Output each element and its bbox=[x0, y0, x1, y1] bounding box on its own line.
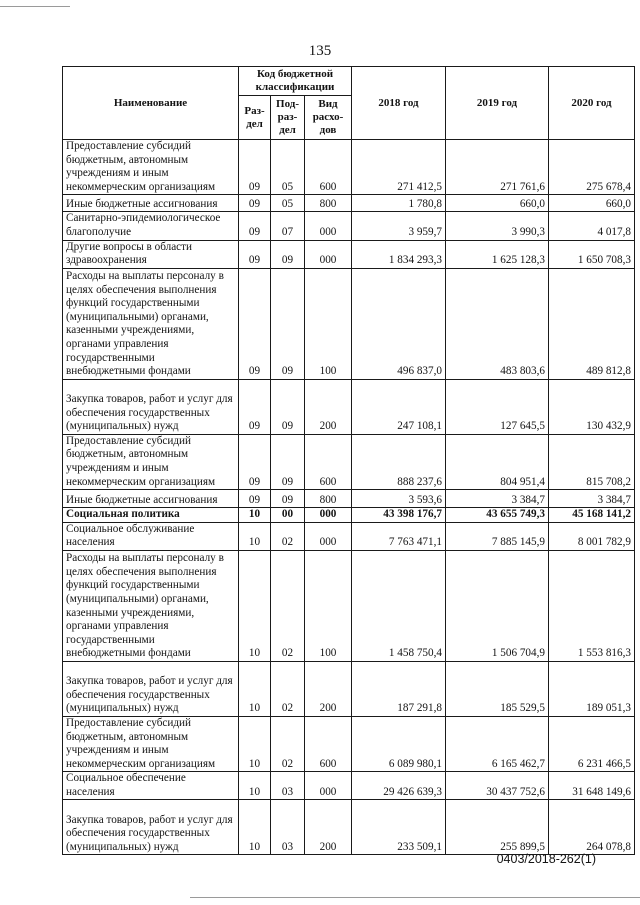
row-value-2019: 1 506 704,9 bbox=[446, 550, 549, 661]
row-name: Социальное обслуживание населения bbox=[63, 522, 239, 550]
row-subsection: 02 bbox=[271, 716, 305, 771]
row-expense-type: 000 bbox=[305, 508, 352, 523]
row-name: Санитарно-эпидемиологическое благополучие bbox=[63, 212, 239, 240]
table-row bbox=[63, 379, 635, 434]
row-section: 09 bbox=[239, 268, 271, 379]
row-subsection: 03 bbox=[271, 800, 305, 855]
row-expense-type: 000 bbox=[305, 240, 352, 268]
row-value-2018: 3 593,6 bbox=[352, 490, 446, 508]
row-subsection: 09 bbox=[271, 240, 305, 268]
header-2018: 2018 год bbox=[352, 67, 446, 140]
row-name: Расходы на выплаты персоналу в целях обеспечения выполнения функций государственными (муниципальными) органами, казенными учреждениями, органами управления государственными внебюджетными фондами bbox=[63, 268, 239, 379]
row-section: 09 bbox=[239, 212, 271, 240]
document-code: 0403/2018-262(1) bbox=[496, 852, 596, 866]
table-row bbox=[63, 800, 635, 855]
row-name: Социальное обеспечение населения bbox=[63, 772, 239, 800]
row-value-2019: 3 990,3 bbox=[446, 212, 549, 240]
row-value-2018: 1 780,8 bbox=[352, 195, 446, 212]
row-subsection: 09 bbox=[271, 268, 305, 379]
row-value-2019: 43 655 749,3 bbox=[446, 508, 549, 523]
table-row bbox=[63, 195, 635, 212]
table-row bbox=[63, 212, 635, 240]
row-subsection: 02 bbox=[271, 522, 305, 550]
row-section: 10 bbox=[239, 772, 271, 800]
header-expense-type: Вид расхо-дов bbox=[305, 96, 352, 140]
row-value-2018: 3 959,7 bbox=[352, 212, 446, 240]
row-expense-type: 600 bbox=[305, 140, 352, 195]
row-expense-type: 600 bbox=[305, 716, 352, 771]
row-section: 09 bbox=[239, 240, 271, 268]
row-value-2019: 660,0 bbox=[446, 195, 549, 212]
header-code-group: Код бюджетной классификации bbox=[239, 67, 352, 96]
row-value-2020: 4 017,8 bbox=[549, 212, 635, 240]
row-value-2018: 233 509,1 bbox=[352, 800, 446, 855]
row-name: Предоставление субсидий бюджетным, автономным учреждениям и иным некоммерческим организациям bbox=[63, 716, 239, 771]
row-value-2018: 1 458 750,4 bbox=[352, 550, 446, 661]
row-section: 10 bbox=[239, 508, 271, 523]
row-value-2020: 6 231 466,5 bbox=[549, 716, 635, 771]
row-value-2020: 31 648 149,6 bbox=[549, 772, 635, 800]
page-number: 135 bbox=[308, 43, 332, 59]
table-row bbox=[63, 522, 635, 550]
row-value-2019: 3 384,7 bbox=[446, 490, 549, 508]
header-section: Раз-дел bbox=[239, 96, 271, 140]
row-value-2019: 483 803,6 bbox=[446, 268, 549, 379]
row-value-2020: 815 708,2 bbox=[549, 434, 635, 489]
row-name: Закупка товаров, работ и услуг для обеспечения государственных (муниципальных) нужд bbox=[63, 800, 239, 855]
row-subsection: 05 bbox=[271, 195, 305, 212]
row-value-2020: 45 168 141,2 bbox=[549, 508, 635, 523]
header-subsection: Под-раз-дел bbox=[271, 96, 305, 140]
row-expense-type: 800 bbox=[305, 490, 352, 508]
row-value-2020: 660,0 bbox=[549, 195, 635, 212]
row-value-2018: 1 834 293,3 bbox=[352, 240, 446, 268]
row-value-2018: 888 237,6 bbox=[352, 434, 446, 489]
row-value-2020: 489 812,8 bbox=[549, 268, 635, 379]
row-subsection: 03 bbox=[271, 772, 305, 800]
row-subsection: 09 bbox=[271, 379, 305, 434]
row-name: Другие вопросы в области здравоохранения bbox=[63, 240, 239, 268]
row-value-2019: 271 761,6 bbox=[446, 140, 549, 195]
header-name: Наименование bbox=[63, 67, 239, 140]
row-value-2018: 7 763 471,1 bbox=[352, 522, 446, 550]
table-row bbox=[63, 490, 635, 508]
row-section: 10 bbox=[239, 800, 271, 855]
row-value-2018: 247 108,1 bbox=[352, 379, 446, 434]
row-section: 10 bbox=[239, 522, 271, 550]
row-name: Иные бюджетные ассигнования bbox=[63, 490, 239, 508]
table-row bbox=[63, 661, 635, 716]
table-row bbox=[63, 772, 635, 800]
row-section: 09 bbox=[239, 490, 271, 508]
table-row bbox=[63, 716, 635, 771]
row-value-2019: 30 437 752,6 bbox=[446, 772, 549, 800]
row-section: 09 bbox=[239, 379, 271, 434]
row-value-2018: 6 089 980,1 bbox=[352, 716, 446, 771]
row-section: 10 bbox=[239, 716, 271, 771]
row-value-2018: 187 291,8 bbox=[352, 661, 446, 716]
row-value-2020: 3 384,7 bbox=[549, 490, 635, 508]
table-row bbox=[63, 140, 635, 195]
row-name: Иные бюджетные ассигнования bbox=[63, 195, 239, 212]
row-name: Закупка товаров, работ и услуг для обеспечения государственных (муниципальных) нужд bbox=[63, 661, 239, 716]
row-subsection: 05 bbox=[271, 140, 305, 195]
row-subsection: 02 bbox=[271, 661, 305, 716]
row-value-2018: 43 398 176,7 bbox=[352, 508, 446, 523]
row-section: 09 bbox=[239, 434, 271, 489]
row-name: Закупка товаров, работ и услуг для обеспечения государственных (муниципальных) нужд bbox=[63, 379, 239, 434]
row-value-2019: 804 951,4 bbox=[446, 434, 549, 489]
row-value-2019: 6 165 462,7 bbox=[446, 716, 549, 771]
row-section: 09 bbox=[239, 195, 271, 212]
row-expense-type: 000 bbox=[305, 772, 352, 800]
row-name: Предоставление субсидий бюджетным, автономным учреждениям и иным некоммерческим организациям bbox=[63, 140, 239, 195]
row-expense-type: 600 bbox=[305, 434, 352, 489]
row-value-2018: 271 412,5 bbox=[352, 140, 446, 195]
budget-table bbox=[62, 66, 635, 855]
row-section: 10 bbox=[239, 550, 271, 661]
header-2019: 2019 год bbox=[446, 67, 549, 140]
scan-edge-mark bbox=[190, 897, 640, 898]
row-expense-type: 800 bbox=[305, 195, 352, 212]
row-value-2018: 496 837,0 bbox=[352, 268, 446, 379]
row-name: Расходы на выплаты персоналу в целях обеспечения выполнения функций государственными (муниципальными) органами, казенными учреждениями, органами управления государственными внебюджетными фондами bbox=[63, 550, 239, 661]
scan-edge-mark bbox=[0, 6, 70, 7]
row-expense-type: 000 bbox=[305, 212, 352, 240]
row-section: 09 bbox=[239, 140, 271, 195]
row-value-2019: 255 899,5 bbox=[446, 800, 549, 855]
row-subsection: 00 bbox=[271, 508, 305, 523]
row-value-2020: 275 678,4 bbox=[549, 140, 635, 195]
row-expense-type: 100 bbox=[305, 550, 352, 661]
row-expense-type: 200 bbox=[305, 379, 352, 434]
row-value-2019: 185 529,5 bbox=[446, 661, 549, 716]
row-value-2019: 127 645,5 bbox=[446, 379, 549, 434]
row-expense-type: 000 bbox=[305, 522, 352, 550]
row-expense-type: 100 bbox=[305, 268, 352, 379]
row-name: Социальная политика bbox=[63, 508, 239, 523]
row-value-2019: 7 885 145,9 bbox=[446, 522, 549, 550]
row-value-2020: 8 001 782,9 bbox=[549, 522, 635, 550]
table-row bbox=[63, 508, 635, 523]
row-value-2018: 29 426 639,3 bbox=[352, 772, 446, 800]
table-row bbox=[63, 240, 635, 268]
row-subsection: 02 bbox=[271, 550, 305, 661]
row-subsection: 09 bbox=[271, 434, 305, 489]
row-expense-type: 200 bbox=[305, 661, 352, 716]
table-row bbox=[63, 268, 635, 379]
row-value-2020: 264 078,8 bbox=[549, 800, 635, 855]
row-value-2020: 1 650 708,3 bbox=[549, 240, 635, 268]
row-expense-type: 200 bbox=[305, 800, 352, 855]
row-value-2019: 1 625 128,3 bbox=[446, 240, 549, 268]
row-section: 10 bbox=[239, 661, 271, 716]
table-row bbox=[63, 434, 635, 489]
row-value-2020: 1 553 816,3 bbox=[549, 550, 635, 661]
row-subsection: 09 bbox=[271, 490, 305, 508]
row-value-2020: 189 051,3 bbox=[549, 661, 635, 716]
header-2020: 2020 год bbox=[549, 67, 635, 140]
row-subsection: 07 bbox=[271, 212, 305, 240]
table-row bbox=[63, 550, 635, 661]
row-value-2020: 130 432,9 bbox=[549, 379, 635, 434]
row-name: Предоставление субсидий бюджетным, автономным учреждениям и иным некоммерческим организациям bbox=[63, 434, 239, 489]
